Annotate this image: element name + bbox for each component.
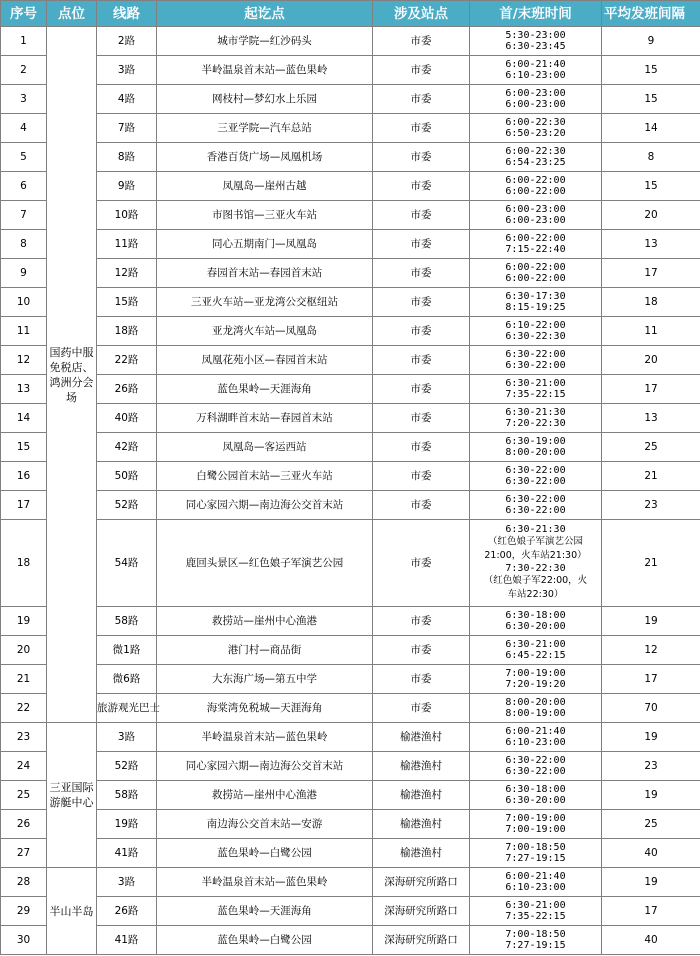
table-row [1,114,700,143]
route-cell: 7路 [97,114,157,143]
time-cell [470,259,602,288]
row-no: 13 [1,375,47,404]
interval-cell: 15 [602,56,700,85]
row-no: 12 [1,346,47,375]
time-line: 7:30-22:30 [505,563,566,574]
time-cell [470,723,602,752]
table-row [1,694,700,723]
table-row [1,897,700,926]
time-line: 6:00-21:40 [505,59,566,70]
route-cell: 54路 [97,520,157,607]
route-cell: 4路 [97,85,157,114]
row-no: 9 [1,259,47,288]
time-cell [470,926,602,955]
time-line: 6:30-22:00 [505,465,566,476]
row-no: 6 [1,172,47,201]
station-cell: 市委 [373,665,470,694]
row-no: 1 [1,27,47,56]
time-line: 6:30-22:00 [505,755,566,766]
time-line: 6:00-22:00 [505,186,566,197]
endpoints-cell: 南边海公交首末站—安游 [157,810,373,839]
time-line: 6:10-23:00 [505,70,566,81]
time-line: 7:27-19:15 [505,940,566,951]
station-cell: 市委 [373,27,470,56]
time-line: 7:15-22:40 [505,244,566,255]
route-cell: 22路 [97,346,157,375]
table-row [1,56,700,85]
endpoints-cell: 大东海广场—第五中学 [157,665,373,694]
station-cell: 榆港渔村 [373,781,470,810]
time-cell [470,56,602,85]
time-line: 6:00-22:00 [505,233,566,244]
station-cell: 市委 [373,143,470,172]
station-cell: 榆港渔村 [373,752,470,781]
endpoints-cell: 港门村—商品街 [157,636,373,665]
table-row [1,839,700,868]
interval-cell: 12 [602,636,700,665]
time-line: 6:30-21:00 [505,900,566,911]
time-line: 6:10-22:00 [505,320,566,331]
row-no: 3 [1,85,47,114]
interval-cell: 15 [602,85,700,114]
interval-cell: 23 [602,752,700,781]
endpoints-cell: 网枝村—梦幻水上乐园 [157,85,373,114]
time-line: 6:30-22:30 [505,331,566,342]
table-row [1,520,700,607]
time-line: 7:35-22:15 [505,911,566,922]
route-cell: 9路 [97,172,157,201]
route-cell: 52路 [97,491,157,520]
time-line: 6:50-23:20 [505,128,566,139]
endpoints-cell: 蓝色果岭—天涯海角 [157,375,373,404]
time-line: 7:27-19:15 [505,853,566,864]
row-no: 26 [1,810,47,839]
time-line: （红色娘子军22:00，火 [483,575,588,586]
route-cell: 52路 [97,752,157,781]
station-cell: 深海研究所路口 [373,897,470,926]
time-line: 6:00-21:40 [505,871,566,882]
station-cell: 市委 [373,404,470,433]
table-row [1,346,700,375]
route-cell: 58路 [97,607,157,636]
time-line: 6:30-22:00 [505,360,566,371]
row-no: 8 [1,230,47,259]
route-cell: 10路 [97,201,157,230]
station-cell: 市委 [373,607,470,636]
time-cell [470,665,602,694]
endpoints-cell: 同心家园六期—南边海公交首末站 [157,752,373,781]
row-no: 14 [1,404,47,433]
row-no: 22 [1,694,47,723]
endpoints-cell: 万科湖畔首末站—春园首末站 [157,404,373,433]
station-cell: 市委 [373,259,470,288]
station-cell: 市委 [373,520,470,607]
point-cell: 三亚国际游艇中心 [47,723,97,868]
table-row [1,491,700,520]
time-line: 6:10-23:00 [505,882,566,893]
interval-cell: 17 [602,259,700,288]
interval-cell: 13 [602,230,700,259]
route-cell: 41路 [97,839,157,868]
station-cell: 市委 [373,317,470,346]
row-no: 21 [1,665,47,694]
time-cell [470,404,602,433]
row-no: 19 [1,607,47,636]
table-row [1,317,700,346]
row-no: 7 [1,201,47,230]
station-cell: 市委 [373,491,470,520]
station-cell: 市委 [373,636,470,665]
time-line: 6:10-23:00 [505,737,566,748]
time-cell [470,607,602,636]
route-cell: 微6路 [97,665,157,694]
time-line: 6:00-23:00 [505,88,566,99]
time-line: 21:00，火车站21:30） [484,550,587,561]
table-row [1,375,700,404]
route-cell: 旅游观光巴士 [97,694,157,723]
time-line: 6:00-22:30 [505,117,566,128]
row-no: 18 [1,520,47,607]
table-row [1,665,700,694]
time-cell [470,433,602,462]
interval-cell: 19 [602,781,700,810]
station-cell: 市委 [373,56,470,85]
time-cell [470,694,602,723]
time-line: 6:30-18:00 [505,610,566,621]
table-row [1,288,700,317]
time-line: 6:30-22:00 [505,349,566,360]
interval-cell: 17 [602,375,700,404]
endpoints-cell: 蓝色果岭—白鹭公园 [157,839,373,868]
endpoints-cell: 半岭温泉首末站—蓝色果岭 [157,56,373,85]
station-cell: 榆港渔村 [373,810,470,839]
point-cell: 国药中服免税店、鸿洲分会场 [47,27,97,723]
endpoints-cell: 同心五期南门—凤凰岛 [157,230,373,259]
interval-cell: 19 [602,723,700,752]
time-cell [470,172,602,201]
time-cell [470,346,602,375]
time-line: 8:00-20:00 [505,447,566,458]
table-row [1,462,700,491]
interval-cell: 70 [602,694,700,723]
interval-cell: 25 [602,433,700,462]
time-cell [470,491,602,520]
station-cell: 市委 [373,288,470,317]
row-no: 27 [1,839,47,868]
route-cell: 58路 [97,781,157,810]
route-cell: 50路 [97,462,157,491]
time-line: 6:00-21:40 [505,726,566,737]
route-cell: 2路 [97,27,157,56]
time-line: 6:30-22:00 [505,505,566,516]
time-line: 6:30-22:00 [505,476,566,487]
time-line: 6:30-23:45 [505,41,566,52]
time-cell [470,85,602,114]
time-line: 6:30-20:00 [505,795,566,806]
row-no: 5 [1,143,47,172]
row-no: 4 [1,114,47,143]
table-row [1,27,700,56]
row-no: 29 [1,897,47,926]
time-line: 7:00-19:00 [505,668,566,679]
time-line: 6:45-22:15 [505,650,566,661]
endpoints-cell: 春园首末站—春园首末站 [157,259,373,288]
interval-cell: 9 [602,27,700,56]
station-cell: 市委 [373,85,470,114]
route-cell: 12路 [97,259,157,288]
time-line: 6:30-17:30 [505,291,566,302]
interval-cell: 11 [602,317,700,346]
endpoints-cell: 同心家园六期—南边海公交首末站 [157,491,373,520]
route-cell: 26路 [97,375,157,404]
time-cell [470,810,602,839]
endpoints-cell: 海棠湾免税城—天涯海角 [157,694,373,723]
endpoints-cell: 蓝色果岭—天涯海角 [157,897,373,926]
station-cell: 市委 [373,172,470,201]
endpoints-cell: 鹿回头景区—红色娘子军演艺公园 [157,520,373,607]
endpoints-cell: 白鹭公园首末站—三亚火车站 [157,462,373,491]
time-cell [470,462,602,491]
route-cell: 41路 [97,926,157,955]
endpoints-cell: 蓝色果岭—白鹭公园 [157,926,373,955]
time-line: 6:00-22:00 [505,175,566,186]
table-row [1,143,700,172]
route-cell: 8路 [97,143,157,172]
table-row [1,868,700,897]
interval-cell: 17 [602,897,700,926]
time-cell [470,114,602,143]
header-no: 序号 [1,1,47,27]
time-line: 7:00-18:50 [505,842,566,853]
route-cell: 42路 [97,433,157,462]
time-line: 8:15-19:25 [505,302,566,313]
time-line: 6:00-22:00 [505,262,566,273]
time-line: 6:00-23:00 [505,99,566,110]
interval-cell: 21 [602,520,700,607]
interval-cell: 17 [602,665,700,694]
time-cell [470,897,602,926]
time-line: 6:00-23:00 [505,215,566,226]
station-cell: 深海研究所路口 [373,926,470,955]
row-no: 2 [1,56,47,85]
route-cell: 3路 [97,56,157,85]
table-row [1,752,700,781]
table-row [1,85,700,114]
time-cell [470,143,602,172]
time-line: 6:30-21:00 [505,378,566,389]
time-line: 6:00-22:00 [505,273,566,284]
route-cell: 26路 [97,897,157,926]
time-line: 8:00-19:00 [505,708,566,719]
time-line: 7:20-22:30 [505,418,566,429]
header-time: 首/末班时间 [470,1,602,27]
route-cell: 3路 [97,723,157,752]
route-cell: 15路 [97,288,157,317]
time-line: 6:30-18:00 [505,784,566,795]
table-row [1,926,700,955]
interval-cell: 15 [602,172,700,201]
interval-cell: 23 [602,491,700,520]
header-endpoints: 起讫点 [157,1,373,27]
row-no: 17 [1,491,47,520]
interval-cell: 8 [602,143,700,172]
endpoints-cell: 亚龙湾火车站—凤凰岛 [157,317,373,346]
interval-cell: 21 [602,462,700,491]
time-line: 车站22:30） [507,589,564,600]
time-line: 7:00-19:00 [505,824,566,835]
time-cell [470,317,602,346]
station-cell: 市委 [373,433,470,462]
endpoints-cell: 市图书馆—三亚火车站 [157,201,373,230]
time-line: （红色娘子军演艺公园 [487,536,583,547]
station-cell: 市委 [373,201,470,230]
route-cell: 微1路 [97,636,157,665]
time-cell [470,201,602,230]
table-row [1,781,700,810]
table-row [1,172,700,201]
point-cell: 半山半岛 [47,868,97,955]
time-line: 8:00-20:00 [505,697,566,708]
time-line: 7:20-19:20 [505,679,566,690]
header-interval: 平均发班间隔 [602,1,700,27]
time-cell [470,520,602,607]
row-no: 28 [1,868,47,897]
interval-cell: 20 [602,201,700,230]
station-cell: 榆港渔村 [373,839,470,868]
row-no: 20 [1,636,47,665]
endpoints-cell: 凤凰岛—客运西站 [157,433,373,462]
time-line: 6:00-22:30 [505,146,566,157]
endpoints-cell: 香港百货广场—凤凰机场 [157,143,373,172]
time-line: 6:00-23:00 [505,204,566,215]
endpoints-cell: 救捞站—崖州中心渔港 [157,781,373,810]
endpoints-cell: 三亚学院—汽车总站 [157,114,373,143]
station-cell: 市委 [373,694,470,723]
interval-cell: 19 [602,868,700,897]
interval-cell: 19 [602,607,700,636]
table-row [1,607,700,636]
time-cell [470,288,602,317]
time-line: 5:30-23:00 [505,30,566,41]
time-line: 7:00-19:00 [505,813,566,824]
route-cell: 3路 [97,868,157,897]
endpoints-cell: 三亚火车站—亚龙湾公交枢纽站 [157,288,373,317]
header-point: 点位 [47,1,97,27]
time-line: 6:30-19:00 [505,436,566,447]
table-row [1,723,700,752]
station-cell: 市委 [373,375,470,404]
time-line: 6:30-21:30 [505,524,566,535]
time-cell [470,230,602,259]
station-cell: 市委 [373,346,470,375]
table-row [1,636,700,665]
table-row [1,810,700,839]
time-line: 6:30-21:00 [505,639,566,650]
endpoints-cell: 凤凰岛—崖州古越 [157,172,373,201]
endpoints-cell: 凤凰花苑小区—春园首末站 [157,346,373,375]
row-no: 25 [1,781,47,810]
endpoints-cell: 救捞站—崖州中心渔港 [157,607,373,636]
endpoints-cell: 半岭温泉首末站—蓝色果岭 [157,723,373,752]
interval-cell: 25 [602,810,700,839]
time-line: 6:54-23:25 [505,157,566,168]
station-cell: 榆港渔村 [373,723,470,752]
table-row [1,404,700,433]
station-cell: 市委 [373,114,470,143]
interval-cell: 20 [602,346,700,375]
interval-cell: 18 [602,288,700,317]
time-line: 6:30-20:00 [505,621,566,632]
time-line: 7:00-18:50 [505,929,566,940]
time-line: 6:30-21:30 [505,407,566,418]
interval-cell: 13 [602,404,700,433]
route-cell: 11路 [97,230,157,259]
table-row [1,433,700,462]
station-cell: 市委 [373,462,470,491]
header-station: 涉及站点 [373,1,470,27]
row-no: 11 [1,317,47,346]
time-cell [470,752,602,781]
row-no: 10 [1,288,47,317]
time-cell [470,781,602,810]
table-row [1,230,700,259]
header-route: 线路 [97,1,157,27]
time-cell [470,636,602,665]
route-cell: 40路 [97,404,157,433]
row-no: 15 [1,433,47,462]
time-line: 6:30-22:00 [505,766,566,777]
interval-cell: 14 [602,114,700,143]
time-cell [470,868,602,897]
row-no: 23 [1,723,47,752]
time-line: 7:35-22:15 [505,389,566,400]
row-no: 24 [1,752,47,781]
time-cell [470,839,602,868]
endpoints-cell: 半岭温泉首末站—蓝色果岭 [157,868,373,897]
time-line: 6:30-22:00 [505,494,566,505]
route-cell: 19路 [97,810,157,839]
station-cell: 深海研究所路口 [373,868,470,897]
station-cell: 市委 [373,230,470,259]
time-cell [470,375,602,404]
route-cell: 18路 [97,317,157,346]
endpoints-cell: 城市学院—红沙码头 [157,27,373,56]
table-row [1,259,700,288]
table-row [1,201,700,230]
interval-cell: 40 [602,839,700,868]
time-cell [470,27,602,56]
interval-cell: 40 [602,926,700,955]
header-row [1,1,700,27]
row-no: 16 [1,462,47,491]
row-no: 30 [1,926,47,955]
